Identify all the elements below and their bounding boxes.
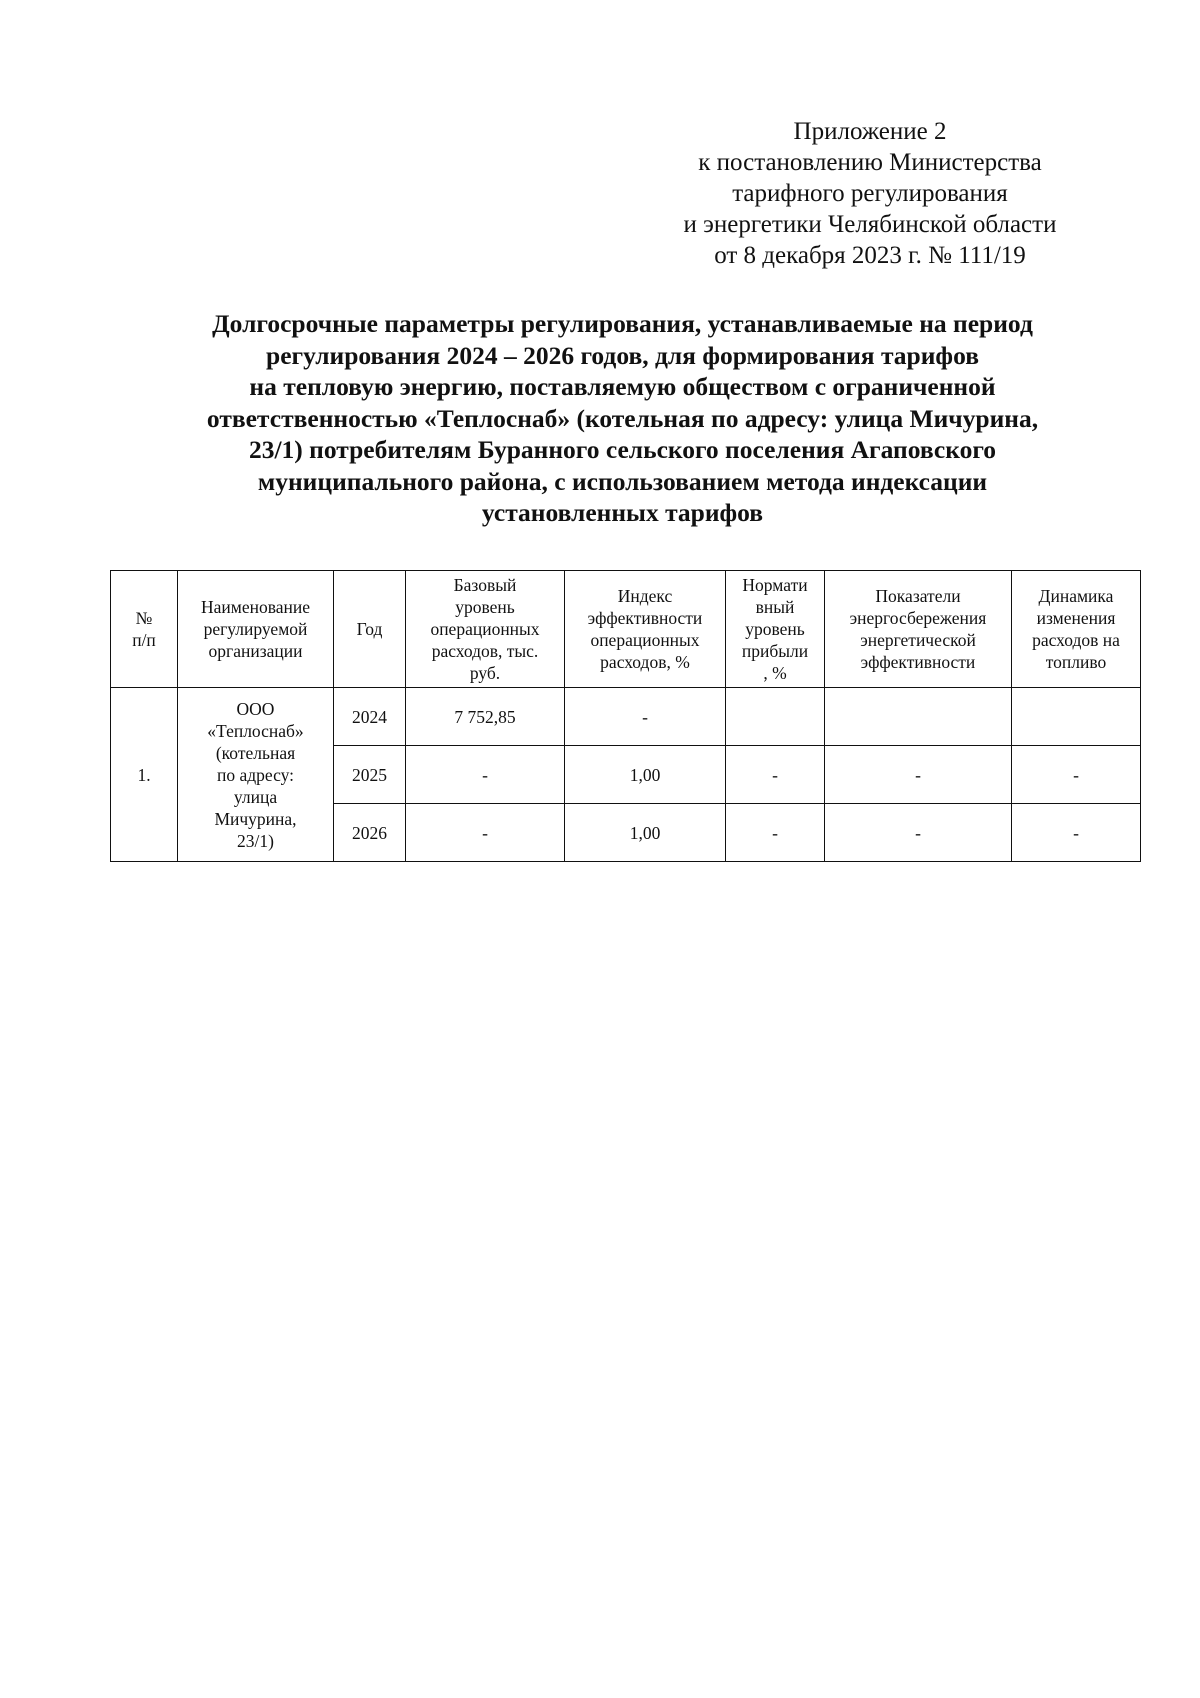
cell-text-line: расходов на xyxy=(1032,630,1120,650)
cell-text-line: расходов, % xyxy=(600,652,690,672)
cell-text-line: изменения xyxy=(1036,608,1116,628)
energy-saving-cell: - xyxy=(825,746,1012,804)
cell-text-line: (котельная xyxy=(215,742,296,763)
cell-text-line: уровень xyxy=(455,597,515,617)
table-row xyxy=(111,688,1141,746)
profit-level-cell: - xyxy=(726,746,825,804)
efficiency-index-cell: 1,00 xyxy=(565,804,726,862)
cell-text-line: «Теплоснаб» xyxy=(207,720,304,741)
fuel-dynamics-cell xyxy=(1012,688,1141,746)
cell-text-line: улица xyxy=(233,786,278,807)
table-header-row xyxy=(111,571,1141,688)
header-profit-level xyxy=(726,571,825,688)
header-base-level xyxy=(406,571,565,688)
appendix-block xyxy=(640,116,1100,271)
cell-text-line: Наименование xyxy=(200,597,311,617)
cell-text-line: Мичурина, xyxy=(214,808,297,829)
cell-text-line: Динамика xyxy=(1038,586,1114,606)
cell-text-line: энергетической xyxy=(860,630,976,650)
title-line: муниципального района, с использованием метода индексации xyxy=(257,466,988,496)
efficiency-index-cell: - xyxy=(565,688,726,746)
cell-text-line: энергосбережения xyxy=(849,608,987,628)
cell-text-line: № xyxy=(135,608,153,628)
appendix-line: тарифного регулирования xyxy=(732,180,1008,207)
cell-text-line: операционных xyxy=(430,619,540,639)
appendix-line: Приложение 2 xyxy=(793,118,947,145)
title-line: установленных тарифов xyxy=(481,498,764,527)
base-level-cell: - xyxy=(406,804,565,862)
organization-cell xyxy=(178,688,334,862)
cell-text-line: Нормати xyxy=(742,575,808,595)
cell-text-line: эффективности xyxy=(587,608,703,628)
cell-text-line: , % xyxy=(763,663,787,683)
cell-text-line: Показатели xyxy=(875,586,961,606)
cell-text-line: уровень xyxy=(745,619,805,639)
title-line: на тепловую энергию, поставляемую обществом с ограниченной xyxy=(249,372,996,401)
appendix-line: и энергетики Челябинской области xyxy=(683,211,1057,238)
header-year xyxy=(334,571,406,688)
efficiency-index-cell: 1,00 xyxy=(565,746,726,804)
cell-text-line: по адресу: xyxy=(216,764,295,785)
title-line: регулирования 2024 – 2026 годов, для формирования тарифов xyxy=(266,340,979,370)
cell-text-line: расходов, тыс. xyxy=(431,641,539,661)
parameters-table xyxy=(110,570,1141,862)
cell-text-line: Базовый xyxy=(453,575,517,595)
cell-text-line: топливо xyxy=(1045,652,1107,672)
appendix-line: от 8 декабря 2023 г. № 111/19 xyxy=(714,242,1026,269)
profit-level-cell xyxy=(726,688,825,746)
header-org xyxy=(178,571,334,688)
cell-text-line: Индекс xyxy=(617,586,673,606)
cell-text-line: руб. xyxy=(469,663,501,683)
base-level-cell: - xyxy=(406,746,565,804)
cell-text-line: операционных xyxy=(590,630,700,650)
row-number-cell: 1. xyxy=(111,688,178,862)
profit-level-cell: - xyxy=(726,804,825,862)
cell-text-line: регулируемой xyxy=(203,619,308,639)
base-level-cell: 7 752,85 xyxy=(406,688,565,746)
energy-saving-cell xyxy=(825,688,1012,746)
header-energy-saving xyxy=(825,571,1012,688)
title-line: Долгосрочные параметры регулирования, устанавливаемые на период xyxy=(212,309,1033,338)
cell-text-line: прибыли xyxy=(741,641,809,661)
cell-text-line: 23/1) xyxy=(237,830,274,851)
fuel-dynamics-cell: - xyxy=(1012,804,1141,862)
header-efficiency-index xyxy=(565,571,726,688)
year-cell: 2026 xyxy=(334,804,406,862)
cell-text-line: п/п xyxy=(132,630,156,650)
header-fuel-dynamics xyxy=(1012,571,1141,688)
year-cell: 2025 xyxy=(334,746,406,804)
cell-text-line: эффективности xyxy=(860,652,976,672)
appendix-line: к постановлению Министерства xyxy=(698,149,1042,176)
energy-saving-cell: - xyxy=(825,804,1012,862)
cell-text-line: вный xyxy=(755,597,795,617)
fuel-dynamics-cell: - xyxy=(1012,746,1141,804)
document-title xyxy=(130,308,1115,529)
cell-text-line: организации xyxy=(208,641,303,661)
cell-text-line: Год xyxy=(356,619,383,639)
title-line: 23/1) потребителям Буранного сельского поселения Агаповского xyxy=(248,435,997,464)
header-num xyxy=(111,571,178,688)
year-cell: 2024 xyxy=(334,688,406,746)
cell-text-line: ООО xyxy=(236,698,275,719)
title-line: ответственностью «Теплоснаб» (котельная по адресу: улица Мичурина, xyxy=(206,403,1039,433)
